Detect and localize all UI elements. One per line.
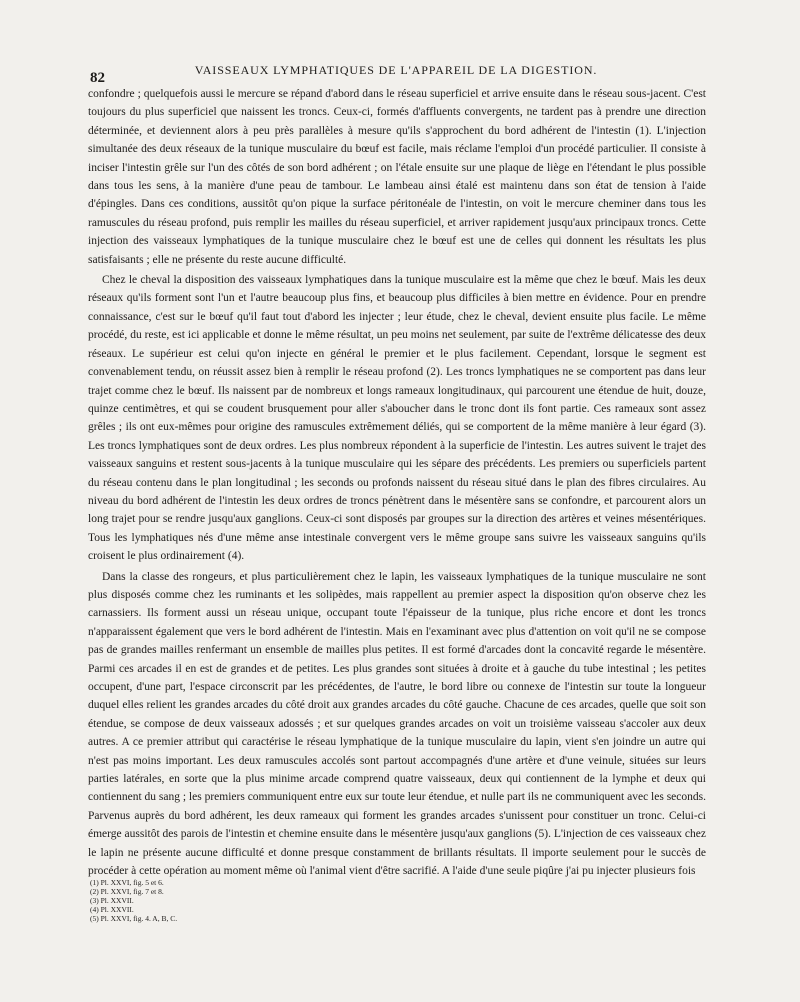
footnote-5: (5) Pl. XXVI, fig. 4. A, B, C. bbox=[90, 913, 178, 923]
footnote-2: (2) Pl. XXVI, fig. 7 et 8. bbox=[90, 886, 164, 896]
running-title: VAISSEAUX LYMPHATIQUES DE L'APPAREIL DE LA DIGESTION. bbox=[194, 63, 598, 77]
footnotes bbox=[90, 879, 390, 924]
page-number: 82 bbox=[90, 70, 105, 86]
running-header bbox=[90, 60, 702, 84]
body-text bbox=[88, 85, 706, 880]
footnote-3: (3) Pl. XXVII. bbox=[90, 895, 134, 905]
paragraph-3: Dans la classe des rongeurs, et plus particulièrement chez le lapin, les vaisseaux lymphatiques de la tunique musculaire ne sont plus disposés comme chez les ruminants et les solipèdes, mais rappellent au premier aspect la disposition qu'on observe chez les carnassiers. Ils forment aussi un réseau unique, occupant toute l'épaisseur de la tunique, plus riche encore et dont les troncs n'apparaissent également que vers le bord adhérent de l'intestin. Mais en l'examinant avec plus d'attention on voit qu'il ne se compose pas de grandes mailles renfermant un ensemble de mailles plus petites. Il est formé d'arcades dont la concavité regarde le mésentère. Parmi ces arcades il en est de grandes et de petites. Les plus grandes sont situées à droite et à gauche du tube intestinal ; les petites occupent, d'une part, l'espace circonscrit par les précédentes, de l'autre, le bord libre ou connexe de l'intestin sur toute la longueur duquel elles relient les grandes arcades du côté droit aux grandes arcades du côté gauche. Chacune de ces arcades, quelle que soit son étendue, se compose de deux vaisseaux adossés ; et sur quelques grandes arcades on voit un troisième vaisseau s'accoler aux deux autres. A ce premier attribut qui caractérise le réseau lymphatique de la tunique musculaire du lapin, vient s'en joindre un autre qui n'est pas moins important. Les deux ramuscules accolés sont partout accompagnés d'une artère et d'une veinule, situées sur leurs parties latérales, en sorte que la plus minime arcade comprend quatre vaisseaux, deux qui contiennent de la lymphe et deux qui contiennent du sang ; les premiers communiquent entre eux sur toute leur étendue, et nulle part ils ne communiquent avec les seconds. Parvenus auprès du bord adhérent, les deux rameaux qui forment les grandes arcades s'unissent pour constituer un tronc. Celui-ci émerge aussitôt des parois de l'intestin et chemine ensuite dans le mésentère jusqu'aux ganglions (5). L'injection de ces vaisseaux chez le lapin ne présente aucune difficulté et donne presque constamment de brillants résultats. Il importe seulement pour le succès de procéder à cette opération au moment même où l'animal vient d'être sacrifié. A l'aide d'une seule piqûre j'ai pu injecter plusieurs fois bbox=[88, 570, 706, 878]
footnote-4: (4) Pl. XXVII. bbox=[90, 904, 134, 914]
paragraph-1: confondre ; quelquefois aussi le mercure se répand d'abord dans le réseau superficiel et arrive ensuite dans le réseau sous-jacent. C'est toujours du plus superficiel que naissent les troncs. Ceux-ci, formés d'affluents convergents, ne tardent pas à prendre une direction déterminée, et deviennent alors à peu près parallèles à mesure qu'ils s'approchent du bord adhérent de l'intestin (1). L'injection simultanée des deux réseaux de la tunique musculaire du bœuf est facile, mais réclame l'emploi d'un procédé particulier. Il consiste à inciser l'intestin grêle sur l'un des côtés de son bord adhérent ; on l'étale ensuite sur une plaque de liège en l'étendant le plus possible dans tous les sens, à la manière d'une peau de tambour. Le lambeau ainsi étalé est maintenu dans son état de tension à l'aide d'épingles. Dans ces conditions, aussitôt qu'on pique la surface péritonéale de l'intestin, on voit le mercure cheminer dans tous les ramuscules du réseau profond, puis remplir les mailles du réseau superficiel, et arriver rapidement jusqu'aux principaux troncs. Cette injection des vaisseaux lymphatiques de la tunique musculaire chez le bœuf est une de celles qui donnent les résultats les plus satisfaisants ; elle ne présente du reste aucune difficulté. bbox=[88, 88, 706, 266]
paragraph-2: Chez le cheval la disposition des vaisseaux lymphatiques dans la tunique musculaire est la même que chez le bœuf. Mais les deux réseaux qu'ils forment sont l'un et l'autre beaucoup plus fins, et beaucoup plus difficiles à bien mettre en évidence. Pour en prendre connaissance, c'est sur le bœuf qu'il faut tout d'abord les injecter ; leur étude, chez le cheval, devient ensuite plus facile. Le même procédé, du reste, est ici applicable et donne le même résultat, un peu moins net seulement, par suite de l'extrême délicatesse des deux réseaux. Le supérieur est celui qu'on injecte en général le premier et le plus facilement. Cependant, lorsque le segment est convenablement tendu, on réussit assez bien à remplir le réseau profond (2). Les troncs lymphatiques ne se comportent pas dans leur trajet comme chez le bœuf. Ils naissent par de nombreux et longs rameaux longitudinaux, qui parcourent une étendue de huit, douze, quinze centimètres, et qui se coudent brusquement pour aller s'aboucher dans le tronc dont ils font partie. Ces rameaux sont assez grêles ; ils ont eux-mêmes pour origine des ramuscules extrêmement déliés, qui se comportent de la même manière à leur égard (3). Les troncs lymphatiques sont de deux ordres. Les plus nombreux répondent à la superficie de l'intestin. Les autres suivent le trajet des vaisseaux sanguins et restent sous-jacents à la tunique musculaire qui les sépare des précédents. Les premiers ou superficiels partent du réseau contenu dans le plan longitudinal ; les seconds ou profonds naissent du réseau situé dans le plan des fibres circulaires. Au niveau du bord adhérent de l'intestin les deux ordres de troncs pénètrent dans le mésentère sans se confondre, et parcourent alors un long trajet pour se rendre jusqu'aux ganglions. Ceux-ci sont disposés par groupes sur la direction des artères et veines mésentériques. Tous les lymphatiques nés d'une même anse intestinale convergent vers le même groupe sans suivre les vaisseaux sanguins qu'ils croisent le plus ordinairement (4). bbox=[88, 274, 706, 563]
footnote-1: (1) Pl. XXVI, fig. 5 et 6. bbox=[90, 878, 164, 887]
